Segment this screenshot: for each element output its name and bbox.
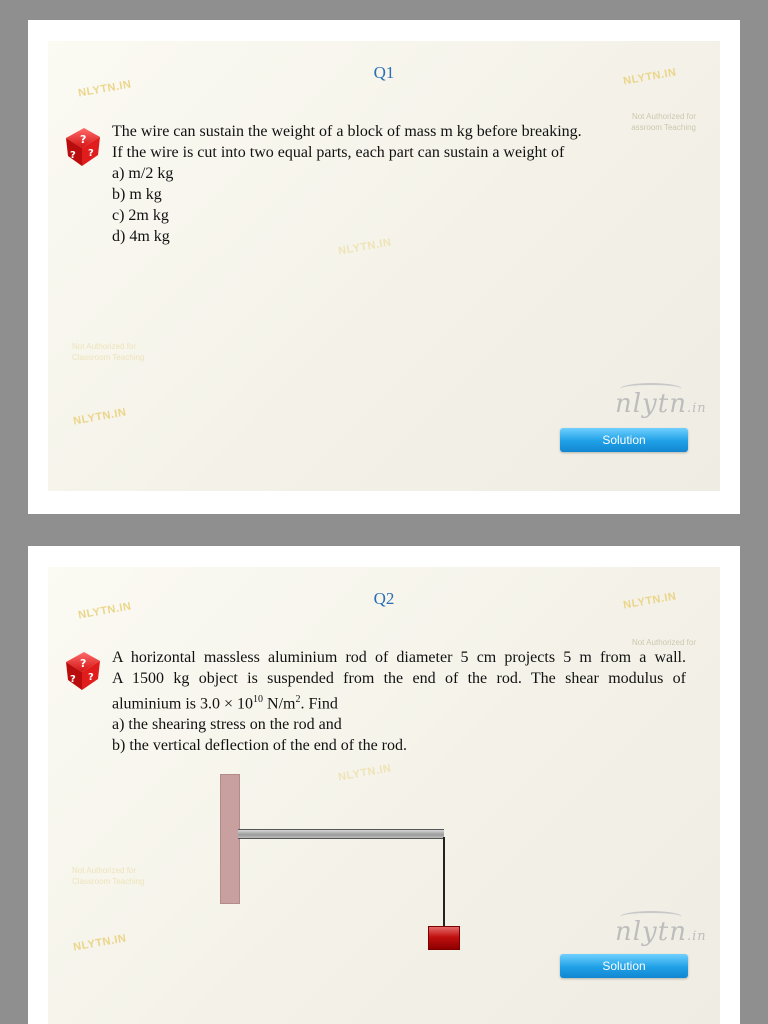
question-title: Q2: [373, 589, 395, 608]
option-c: c) 2m kg: [112, 207, 169, 224]
question-line: A 1500 kg object is suspended from the end of the rod. The shear modulus of: [112, 670, 686, 687]
svg-text:?: ?: [88, 148, 94, 159]
watermark-notice-line1: Not Authorized for: [72, 866, 137, 875]
question-line: A horizontal massless aluminium rod of diameter 5 cm projects 5 m from a wall.: [112, 649, 686, 666]
solution-button[interactable]: Solution: [560, 428, 688, 452]
svg-text:?: ?: [88, 672, 94, 683]
question-text: [112, 647, 686, 756]
slide-page-1: [28, 20, 740, 514]
watermark-brand: NLYTN.IN: [72, 406, 128, 428]
unit: N/m: [263, 695, 296, 713]
solution-button[interactable]: Solution: [560, 954, 688, 978]
question-line: The wire can sustain the weight of a block of mass m kg before breaking.: [112, 123, 582, 140]
watermark-brand: NLYTN.IN: [77, 600, 133, 622]
question-1-slide: [48, 41, 720, 491]
watermark-brand: NLYTN.IN: [622, 66, 678, 88]
nlytn-logo: [615, 917, 707, 947]
question-text: [112, 121, 582, 247]
question-2-slide: [48, 567, 720, 1024]
watermark-brand: NLYTN.IN: [72, 932, 128, 954]
watermark-notice-line2: assroom Teaching: [631, 123, 696, 132]
logo-text: nlytn: [615, 389, 687, 419]
svg-text:?: ?: [80, 133, 87, 146]
watermark-brand: NLYTN.IN: [77, 78, 133, 100]
question-line: [112, 689, 686, 714]
watermark-brand: NLYTN.IN: [622, 590, 678, 612]
watermark-notice-line1: Not Authorized for: [631, 638, 696, 647]
exponent: 10: [253, 694, 264, 705]
part-b: b) the vertical deflection of the end of the rod.: [112, 737, 407, 755]
suspended-mass: [428, 926, 460, 950]
logo-text: nlytn: [615, 917, 687, 947]
watermark-notice-line1: Not Authorized for: [631, 112, 696, 121]
part-a: a) the shearing stress on the rod and: [112, 716, 342, 734]
watermark-notice: [72, 865, 144, 887]
watermark-notice-line1: Not Authorized for: [72, 342, 137, 351]
option-d: d) 4m kg: [112, 228, 170, 245]
unit-exponent: 2: [295, 694, 301, 705]
svg-text:?: ?: [70, 150, 76, 161]
question-title: Q1: [373, 63, 395, 82]
red-dice-question-icon: [60, 123, 106, 169]
question-line: If the wire is cut into two equal parts, each part can sustain a weight of: [112, 144, 565, 161]
suspension-wire: [443, 837, 445, 927]
svg-text:?: ?: [70, 674, 76, 685]
question-text-fragment: . Find: [300, 695, 338, 713]
option-b: b) m kg: [112, 186, 162, 203]
watermark-notice-line2: Classroom Teaching: [72, 877, 145, 886]
logo-tld: .in: [686, 401, 707, 416]
red-dice-question-icon: [60, 647, 106, 693]
watermark-brand: NLYTN.IN: [337, 236, 393, 258]
nlytn-logo: [615, 389, 707, 419]
watermark-notice: [616, 111, 696, 133]
watermark-brand: NLYTN.IN: [337, 762, 393, 784]
slide-page-2: [28, 546, 740, 1024]
option-a: a) m/2 kg: [112, 165, 174, 182]
logo-tld: .in: [686, 929, 707, 944]
watermark-notice-line2: Classroom Teaching: [72, 353, 145, 362]
watermark-notice: [72, 341, 144, 363]
question-text-fragment: aluminium is 3.0 × 10: [112, 695, 254, 713]
aluminium-rod: [238, 829, 444, 839]
wall: [220, 774, 240, 904]
svg-text:?: ?: [80, 657, 87, 670]
